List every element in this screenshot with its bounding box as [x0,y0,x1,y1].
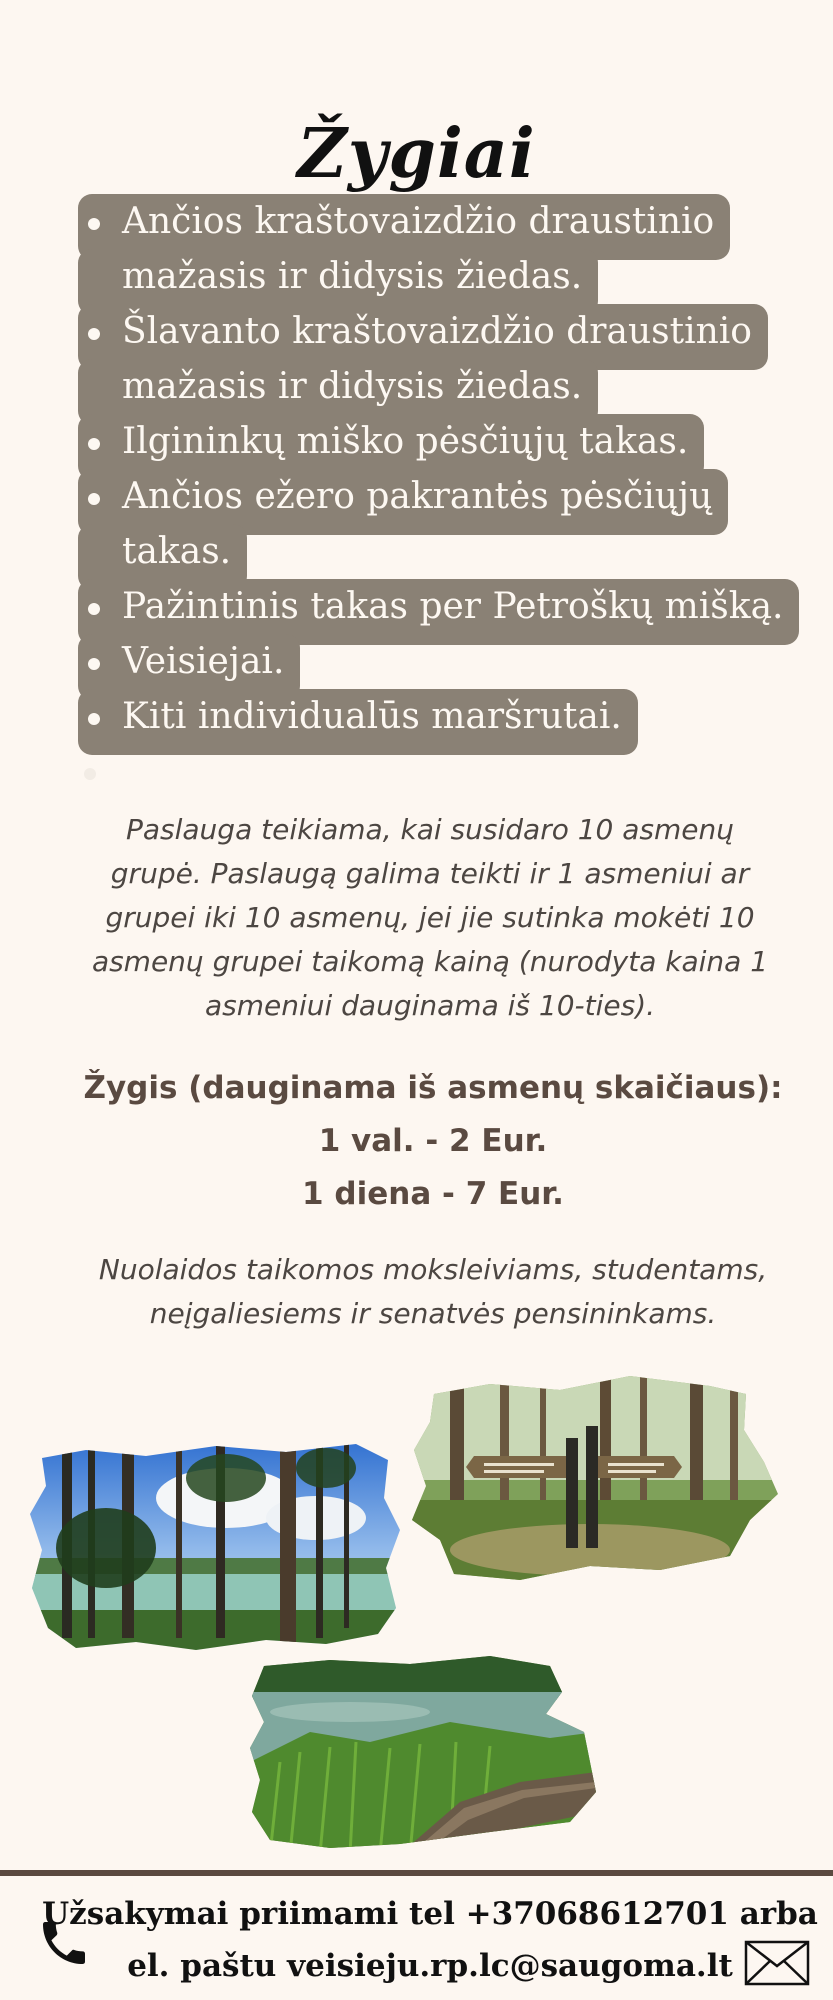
decorative-dot [84,768,96,780]
price-hour: 1 val. - 2 Eur. [318,1123,548,1159]
photo-lake-pines [26,1438,402,1658]
info-line: asmenų grupei taikomą kainą (nurodyta kaina 1 [91,945,769,978]
hike-item-label: takas. [122,531,232,572]
photo-forest-signpost [410,1370,780,1588]
contact-info [40,1888,820,1992]
contact-phone-line[interactable]: Užsakymai priimami tel +37068612701 arba [42,1896,818,1932]
info-line: grupė. Paslaugą galima teikti ir 1 asmeniui ar [110,857,750,890]
envelope-icon [744,1940,810,1986]
page-title: Žygiai [297,113,536,194]
photo-lake-boardwalk [250,1652,596,1854]
discount-line: neįgaliesiems ir senatvės pensininkams. [149,1297,717,1330]
hike-item-label: mažasis ir didysis žiedas. [122,256,583,297]
hike-item-label: Kiti individualūs maršrutai. [122,696,622,737]
hike-item-label: mažasis ir didysis žiedas. [122,366,583,407]
hike-item-individualus [78,689,638,755]
price-day: 1 diena - 7 Eur. [302,1176,564,1212]
discount-line: Nuolaidos taikomos moksleiviams, studentams, [98,1253,768,1286]
hike-item-label: Ančios ežero pakrantės pėsčiųjų [122,476,713,517]
hike-item-label: Šlavanto kraštovaizdžio draustinio [122,311,752,352]
pricing-block [0,1062,833,1221]
info-line: asmeniui dauginama iš 10-ties). [204,989,656,1022]
hike-list [78,194,799,755]
contact-email-line[interactable]: el. paštu veisieju.rp.lc@saugoma.lt [127,1948,733,1984]
info-line: grupei iki 10 asmenų, jei jie sutinka mokėti 10 [105,901,755,934]
footer-divider [0,1870,833,1876]
discount-text [60,1248,806,1336]
service-info-text [60,808,800,1028]
info-line: Paslauga teikiama, kai susidaro 10 asmenų [125,813,734,846]
hike-item-label: Ilgininkų miško pėsčiųjų takas. [122,421,689,462]
hike-item-label: Pažintinis takas per Petroškų mišką. [122,586,784,627]
pricing-heading: Žygis (dauginama iš asmenų skaičiaus): [83,1070,783,1106]
hike-item-label: Ančios kraštovaizdžio draustinio [122,201,715,242]
hike-item-label: Veisiejai. [122,641,285,682]
